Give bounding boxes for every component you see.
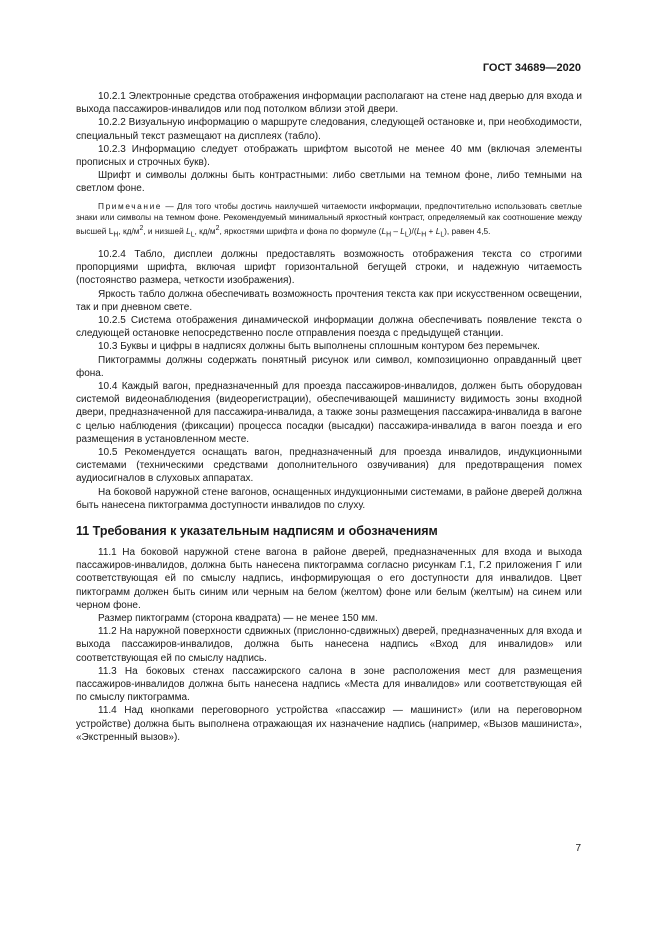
paragraph-10-2-1: 10.2.1 Электронные средства отображения информации располагают на стене над дверью для входа и выхода пассажиров-инвалидов или под потолком вблизи этой двери. xyxy=(76,91,582,116)
paragraph-11-4: 11.4 Над кнопками переговорного устройства «пассажир — машинист» (или на переговорном устройстве) должна быть выполнена отражающая их назначение надпись (например, «Вызов машиниста», «Экстренный вызов»). xyxy=(76,705,582,743)
document-standard-number: ГОСТ 34689—2020 xyxy=(482,62,581,74)
paragraph-11-1: 11.1 На боковой наружной стене вагона в районе дверей, предназначенных для входа и выхода пассажиров-инвалидов, должна быть нанесена пиктограмма согласно рисункам Г.1, Г.2 приложения Г или соответствующая ей по смыслу надпись, информирующая о его доступности для инвалидов. Цвет пиктограмм должен быть синим или черным на белом (желтом) фоне или белым (желтым) на синем или черном фоне. xyxy=(76,547,582,611)
paragraph-10-4: 10.4 Каждый вагон, предназначенный для проезда пассажиров-инвалидов, должен быть оборудован системой видеонаблюдения (видеорегистрации), обеспечивающей машинисту видимость зоны входной двери, предназначенной для пассажира-инвалида, а также зоны размещения пассажира-инвалида в вагоне с целью наблюдения (фиксации) процесса посадки (высадки) пассажира-инвалида в вагон поезда и его размещения в установленном месте. xyxy=(76,380,582,445)
paragraph-brightness: Яркость табло должна обеспечивать возможность прочтения текста как при искусственном освещении, так и при дневном свете. xyxy=(76,288,582,313)
paragraph-10-5: 10.5 Рекомендуется оснащать вагон, предназначенный для проезда инвалидов, индукционными системами (техническими средствами дополнительного озвучивания) для предотвращения помех аудиосигналов в слуховых аппаратах. xyxy=(76,446,582,485)
paragraph-10-2-4: 10.2.4 Табло, дисплеи должны предоставлять возможность отображения текста со строгими пропорциями шрифта, включая шрифт горизонтальной бегущей строки, и надежную читаемость (постоянство размера, четкости изображения). xyxy=(76,248,582,287)
paragraph-pictogram-size: Размер пиктограмм (сторона квадрата) — не менее 150 мм. xyxy=(98,613,378,625)
note-label: Примечание xyxy=(98,200,163,211)
paragraph-pictograms: Пиктограммы должны содержать понятный рисунок или символ, композиционно оправданный цвет фона. xyxy=(76,354,582,379)
page-body xyxy=(76,90,582,744)
paragraph-10-2-5: 10.2.5 Система отображения динамической информации должна обеспечивать появление текста о следующей остановке непосредственно после отправления поезда с предыдущей станции. xyxy=(76,314,582,340)
note-text: — Для того чтобы достичь наилучшей читаемости информации, предпочтительно использовать светлые знаки или символы на темном фоне. Рекомендуемый минимальный яркостный контраст, определяемый как соотношение между высшей L xyxy=(76,200,582,236)
note-paragraph: Примечание — Для того чтобы достичь наилучшей читаемости информации, предпочтительно использовать светлые знаки или символы на темном фоне. Рекомендуемый минимальный яркостный контраст, определяемый как соотношение между высшей $L_H$, $кд/м^2$, и низшей $L_L$, $кд/м^2$, яркостями шрифта и фона по формуле $(L_H - L_L)/(L_H + L_L)$, равен 4,5. xyxy=(76,200,582,239)
paragraph-11-3: 11.3 На боковых стенах пассажирского салона в зоне расположения мест для размещения пассажиров-инвалидов должна быть нанесена надпись «Места для инвалидов» или соответствующая ей по смыслу пиктограмма. xyxy=(76,665,582,704)
paragraph-10-2-2: 10.2.2 Визуальную информацию о маршруте следования, следующей остановке и, при необходимости, специальный текст размещают на дисплеях (табло). xyxy=(76,117,582,142)
paragraph-11-2: 11.2 На наружной поверхности сдвижных (прислонно-сдвижных) дверей, предназначенных для входа и выхода пассажиров-инвалидов, должна быть нанесена надпись «Вход для инвалидов» или соответствующая ей по смыслу надпись. xyxy=(76,626,582,664)
paragraph-contrast: Шрифт и символы должны быть контрастными: либо светлыми на темном фоне, либо темными на светлом фоне. xyxy=(76,170,582,195)
page-number: 7 xyxy=(575,843,581,854)
paragraph-induction: На боковой наружной стене вагонов, оснащенных индукционными системами, в районе дверей должна быть нанесена пиктограмма доступности инвалидов по слуху. xyxy=(76,486,582,511)
paragraph-10-2-3: 10.2.3 Информацию следует отображать шрифтом высотой не менее 40 мм (включая элементы прописных и строчных букв). xyxy=(76,143,582,169)
paragraph-10-3: 10.3 Буквы и цифры в надписях должны быть выполнены сплошным контуром без перемычек. xyxy=(98,341,540,353)
section-11-heading: 11 Требования к указательным надписям и обозначениям xyxy=(76,524,438,538)
